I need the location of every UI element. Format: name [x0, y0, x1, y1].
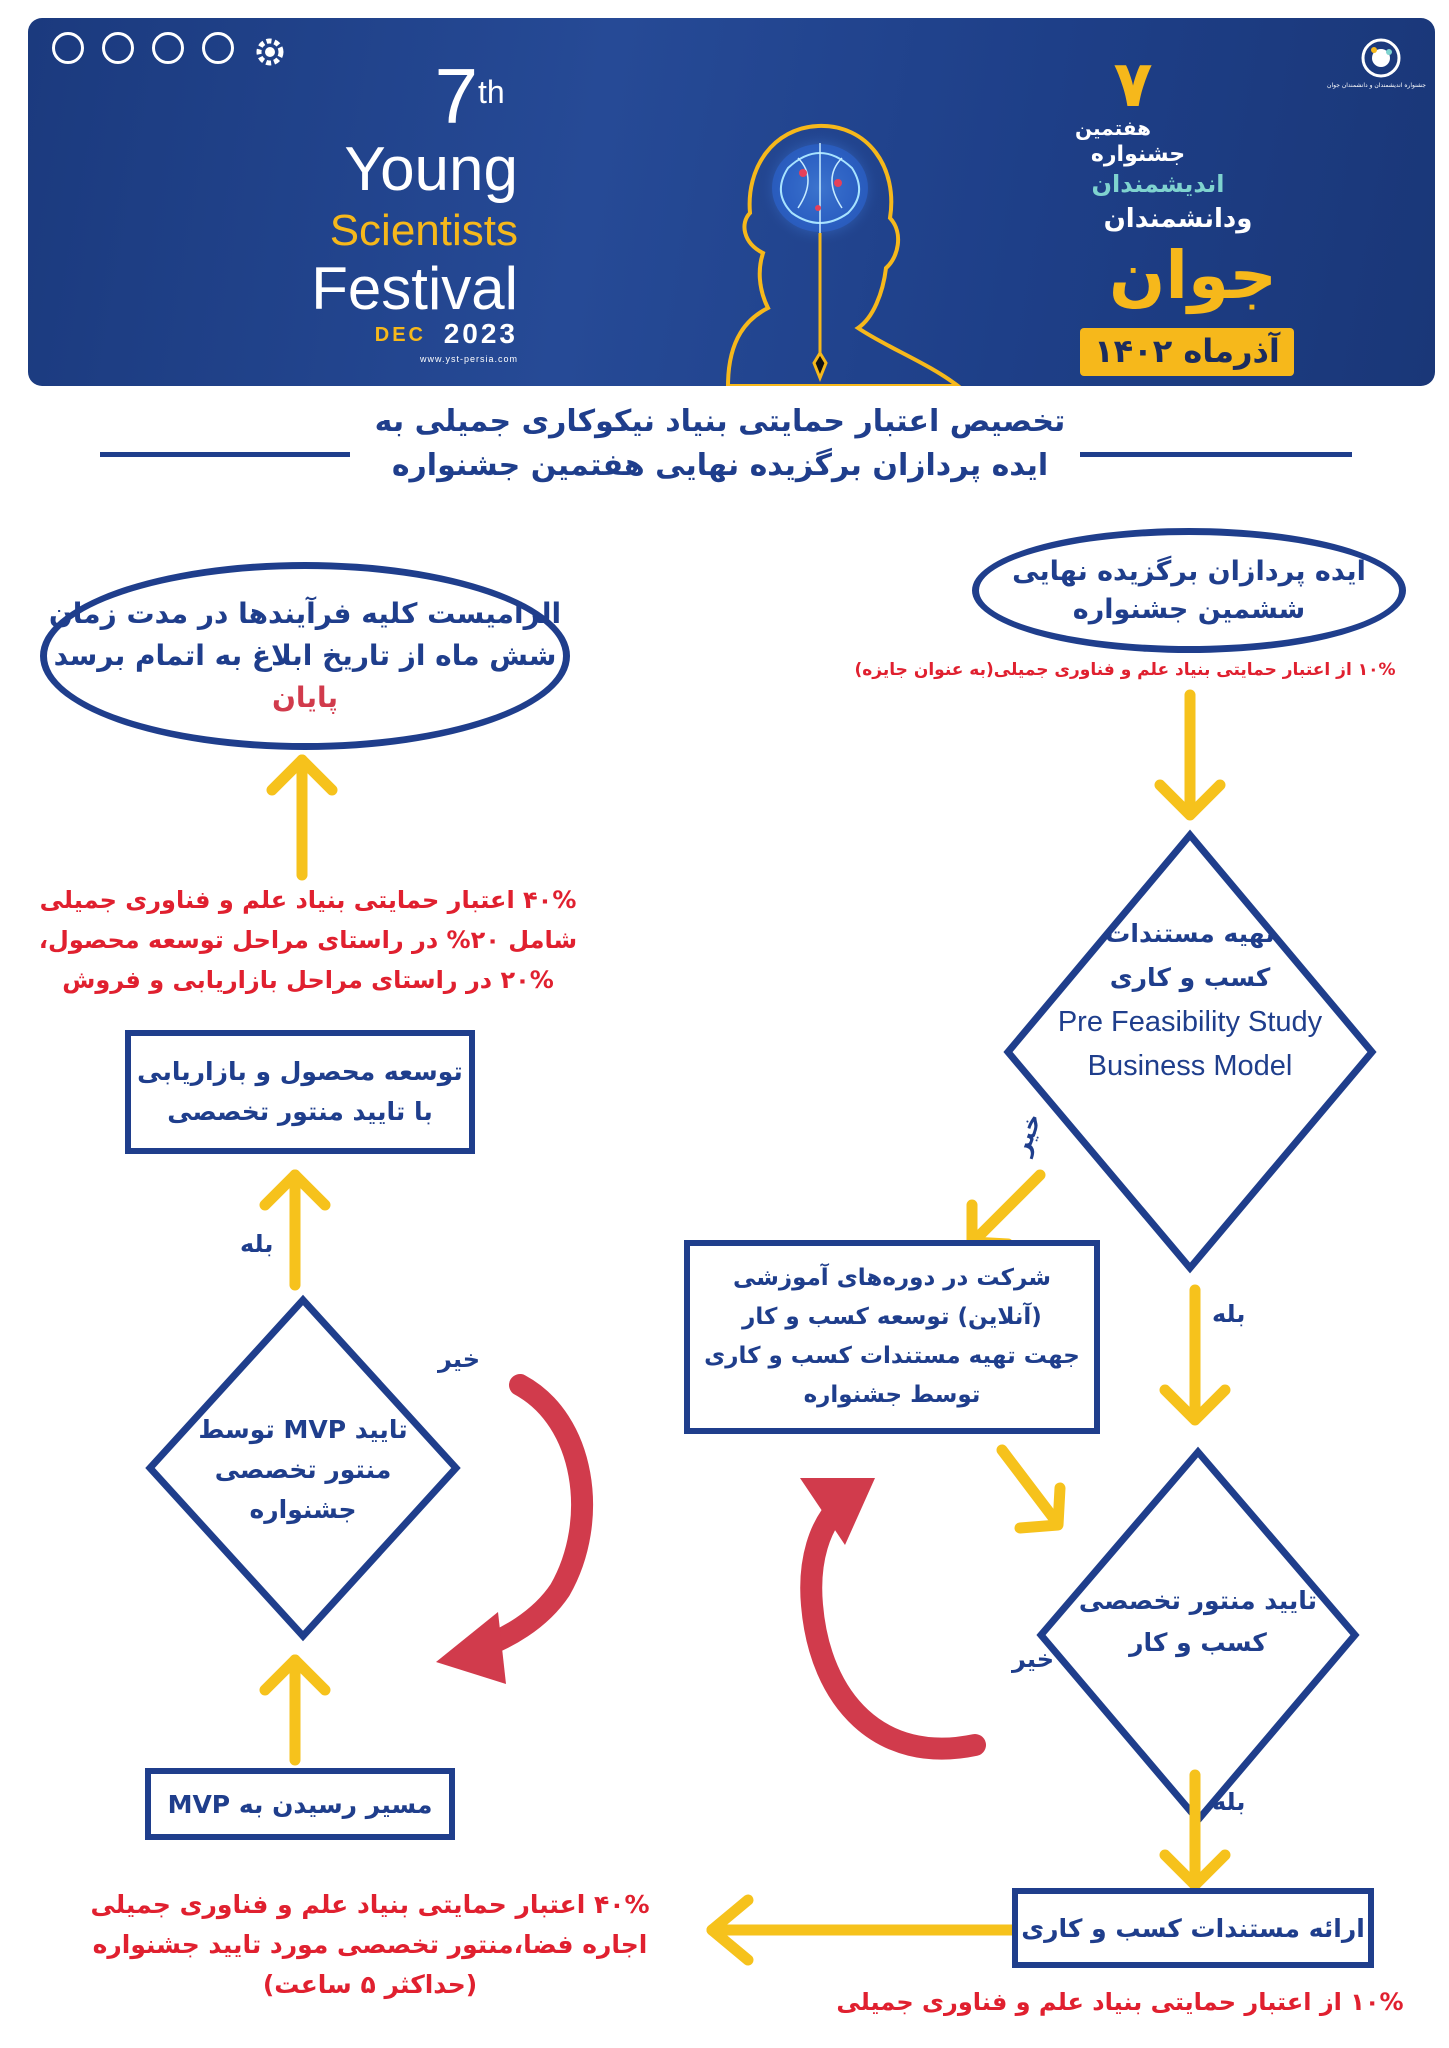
- end-line2: شش ماه از تاریخ ابلاغ به اتمام برسد: [53, 639, 557, 672]
- mentor-line2: کسب و کار: [1129, 1628, 1267, 1657]
- banner-fa-line2: جشنواره: [1090, 142, 1186, 167]
- banner-fa-line3: اندیشمندان: [1091, 170, 1225, 198]
- course-line2: (آنلاین) توسعه کسب و کار: [742, 1304, 1042, 1330]
- mvp-check-line2: منتور تخصصی: [214, 1455, 392, 1484]
- funding-40-rent-line1: ۴۰% اعتبار حمایتی بنیاد علم و فناوری جمیلی: [90, 1890, 650, 1919]
- mentor-line1: تایید منتور تخصصی: [1078, 1586, 1318, 1615]
- course-line3: جهت تهیه مستندات کسب و کاری: [704, 1343, 1080, 1369]
- prep-line3: Pre Feasibility Study: [1057, 1006, 1323, 1038]
- end-label: پایان: [272, 681, 338, 714]
- label-no-mvp: خیر: [438, 1345, 481, 1373]
- present-text: ارائه مستندات کسب و کاری: [1021, 1913, 1365, 1943]
- funding-10-prize: ۱۰% از اعتبار حمایتی بنیاد علم و فناوری جمیلی(به عنوان جایزه): [854, 660, 1396, 680]
- prep-line4: Business Model: [1087, 1050, 1293, 1082]
- mvp-check-line1: تایید MVP توسط: [198, 1415, 408, 1444]
- funding-40-dev-line2: شامل ۲۰% در راستای مراحل توسعه محصول،: [38, 926, 578, 954]
- banner-festival: Festival: [311, 255, 518, 322]
- end-line1: الزامیست کلیه فرآیندها در مدت زمان: [48, 597, 562, 630]
- banner-date-text: آذرماه ۱۴۰۲: [1094, 332, 1280, 370]
- course-line4: توسط جشنواره: [803, 1382, 981, 1408]
- product-dev-box: [125, 1030, 475, 1154]
- mvp-check-line3: جشنواره: [249, 1495, 357, 1524]
- prep-diamond-text: [1008, 912, 1372, 1088]
- mvp-path-text: مسیر رسیدن به MVP: [167, 1789, 433, 1819]
- banner-th: th: [478, 74, 505, 110]
- prep-line2: کسب و کاری: [1109, 963, 1271, 992]
- page-title-line2: ایده پردازان برگزیده نهایی هفتمین جشنواره: [391, 448, 1049, 483]
- end-oval: [40, 562, 570, 750]
- mvp-path-box: [145, 1768, 455, 1840]
- start-line1: ایده پردازان برگزیده نهایی: [1012, 555, 1366, 587]
- banner-seven: 7: [434, 52, 478, 140]
- funding-40-dev-line3: ۲۰% در راستای مراحل بازاریابی و فروش: [62, 966, 554, 994]
- funding-40-rent-line2: اجاره فضا،منتور تخصصی مورد تایید جشنواره: [92, 1930, 648, 1959]
- loop-arrow-mvp-retry: [478, 1385, 582, 1648]
- funding-40-dev-line1: ۴۰% اعتبار حمایتی بنیاد علم و فناوری جمیلی: [39, 886, 577, 914]
- banner-year: 2023: [443, 318, 518, 349]
- dev-line1: توسعه محصول و بازاریابی: [137, 1057, 463, 1086]
- mvp-diamond-text: [150, 1410, 456, 1530]
- banner-fa-line1: هفتمین: [1075, 116, 1151, 140]
- banner-fa-big: جوان: [1109, 237, 1277, 314]
- banner-dec: DEC: [374, 324, 426, 346]
- label-yes-mentor: بله: [1212, 1788, 1246, 1816]
- funding-40-rent: [50, 1885, 690, 2005]
- loop-arrow-mentor-to-course: [811, 1505, 975, 1749]
- banner-young: Young: [344, 135, 518, 204]
- banner-fa-line4: ودانشمندان: [1103, 204, 1253, 234]
- course-box: [684, 1240, 1100, 1434]
- label-yes-prep: بله: [1212, 1300, 1246, 1328]
- course-line1: شرکت در دوره‌های آموزشی: [733, 1265, 1051, 1291]
- label-yes-mvp: بله: [240, 1230, 274, 1258]
- funding-40-rent-line3: (حداکثر ۵ ساعت): [262, 1970, 478, 1999]
- banner-scientists: Scientists: [329, 206, 518, 255]
- label-no-prep: خیر: [1006, 1109, 1048, 1159]
- label-no-mentor: خیر: [1012, 1645, 1055, 1673]
- festival-logo: جشنواره اندیشمندان و دانشمندان جوان: [1346, 36, 1416, 100]
- start-line2: ششمین جشنواره: [1072, 593, 1306, 625]
- funding-10-docs: ۱۰% از اعتبار حمایتی بنیاد علم و فناوری جمیلی: [836, 1988, 1404, 2016]
- present-docs-box: [1012, 1888, 1374, 1968]
- dev-line2: با تایید منتور تخصصی: [167, 1097, 433, 1126]
- banner-fa-number: ۷: [1113, 48, 1153, 122]
- mentor-diamond-text: [1041, 1580, 1355, 1664]
- start-oval: [972, 528, 1406, 653]
- prep-line1: تهیه مستندات: [1105, 919, 1275, 948]
- banner-url: www.yst-persia.com: [419, 354, 518, 364]
- page-title-line1: تخصیص اعتبار حمایتی بنیاد نیکوکاری جمیلی به: [374, 404, 1066, 439]
- funding-40-dev: [28, 880, 588, 1000]
